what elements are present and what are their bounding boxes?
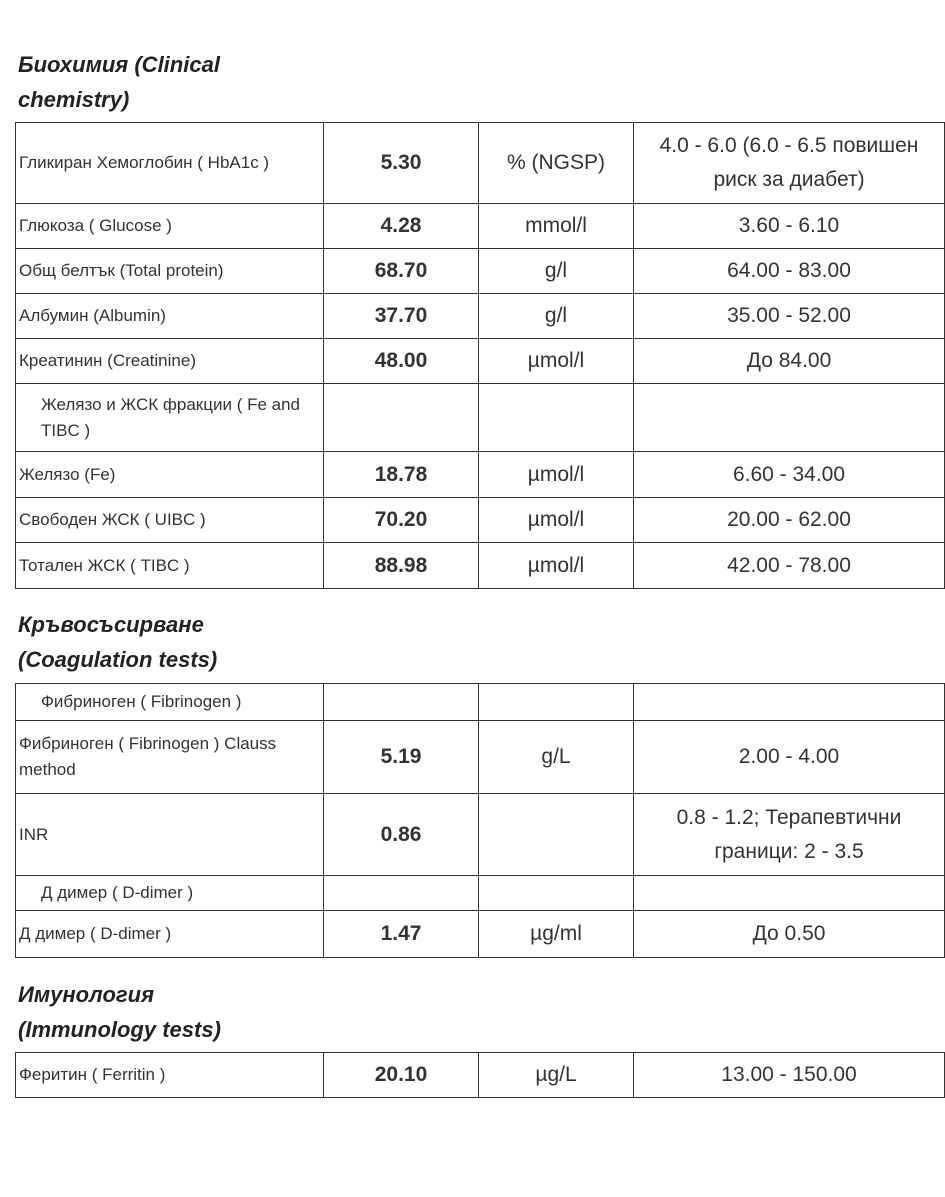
table-row — [16, 294, 945, 339]
test-unit: µmol/l — [479, 452, 634, 498]
table-row — [16, 123, 945, 204]
test-unit: g/L — [479, 721, 634, 794]
test-name: Д димер ( D-dimer ) — [16, 911, 324, 958]
table-row — [16, 452, 945, 498]
table-immunology — [15, 1052, 945, 1098]
section-heading-coagulation — [18, 607, 217, 677]
test-value: 5.30 — [324, 123, 479, 204]
test-unit: % (NGSP) — [479, 123, 634, 204]
test-unit: µmol/l — [479, 543, 634, 589]
section-heading-biochemistry — [18, 47, 220, 117]
group-header-row — [16, 876, 945, 911]
group-header-row — [16, 684, 945, 721]
test-unit — [479, 384, 634, 452]
test-name: Албумин (Albumin) — [16, 294, 324, 339]
test-value: 4.28 — [324, 204, 479, 249]
test-value: 20.10 — [324, 1053, 479, 1098]
heading-line: Биохимия (Clinical — [18, 52, 220, 77]
reference-range: 3.60 - 6.10 — [634, 204, 945, 249]
reference-range: 42.00 - 78.00 — [634, 543, 945, 589]
test-value: 18.78 — [324, 452, 479, 498]
test-unit — [479, 876, 634, 911]
heading-line: (Coagulation tests) — [18, 647, 218, 672]
test-name: Тотален ЖСК ( TIBC ) — [16, 543, 324, 589]
test-value: 88.98 — [324, 543, 479, 589]
test-unit: µg/ml — [479, 911, 634, 958]
test-name: Свободен ЖСК ( UIBC ) — [16, 498, 324, 543]
table-row — [16, 794, 945, 876]
table-row — [16, 543, 945, 589]
table-row — [16, 498, 945, 543]
table-row — [16, 339, 945, 384]
reference-range — [634, 684, 945, 721]
table-row — [16, 1053, 945, 1098]
reference-range: 20.00 - 62.00 — [634, 498, 945, 543]
test-unit: µmol/l — [479, 339, 634, 384]
table-row — [16, 721, 945, 794]
test-name: Д димер ( D-dimer ) — [16, 876, 324, 911]
heading-line: chemistry) — [18, 87, 130, 112]
reference-range: До 0.50 — [634, 911, 945, 958]
reference-range: 0.8 - 1.2; Терапевтични граници: 2 - 3.5 — [634, 794, 945, 876]
reference-range: 64.00 - 83.00 — [634, 249, 945, 294]
section-heading-immunology — [18, 977, 221, 1047]
reference-range: 2.00 - 4.00 — [634, 721, 945, 794]
reference-range: 6.60 - 34.00 — [634, 452, 945, 498]
reference-range: 13.00 - 150.00 — [634, 1053, 945, 1098]
table-biochemistry — [15, 122, 945, 589]
test-value: 1.47 — [324, 911, 479, 958]
heading-line: Кръвосъсирване — [18, 612, 204, 637]
reference-range: До 84.00 — [634, 339, 945, 384]
group-header-row — [16, 384, 945, 452]
test-value: 48.00 — [324, 339, 479, 384]
table-row — [16, 911, 945, 958]
heading-line: Имунология — [18, 982, 155, 1007]
test-unit: µg/L — [479, 1053, 634, 1098]
reference-range — [634, 384, 945, 452]
test-value — [324, 876, 479, 911]
test-unit: g/l — [479, 249, 634, 294]
test-name: Фибриноген ( Fibrinogen ) — [16, 684, 324, 721]
test-name: Желязо (Fe) — [16, 452, 324, 498]
test-name: Общ белтък (Total protein) — [16, 249, 324, 294]
test-unit — [479, 684, 634, 721]
reference-range: 35.00 - 52.00 — [634, 294, 945, 339]
test-name: Желязо и ЖСК фракции ( Fe and TIBC ) — [16, 384, 324, 452]
test-unit: mmol/l — [479, 204, 634, 249]
test-value: 0.86 — [324, 794, 479, 876]
test-unit: µmol/l — [479, 498, 634, 543]
test-unit — [479, 794, 634, 876]
table-coagulation — [15, 683, 945, 958]
test-value: 70.20 — [324, 498, 479, 543]
table-row — [16, 204, 945, 249]
test-unit: g/l — [479, 294, 634, 339]
test-value — [324, 384, 479, 452]
test-value: 5.19 — [324, 721, 479, 794]
reference-range — [634, 876, 945, 911]
test-value: 68.70 — [324, 249, 479, 294]
heading-line: (Immunology tests) — [18, 1017, 221, 1042]
reference-range: 4.0 - 6.0 (6.0 - 6.5 повишен риск за диабет) — [634, 123, 945, 204]
table-row — [16, 249, 945, 294]
test-name: Феритин ( Ferritin ) — [16, 1053, 324, 1098]
test-value — [324, 684, 479, 721]
test-name: Фибриноген ( Fibrinogen ) Clauss method — [16, 721, 324, 794]
test-name: Глюкоза ( Glucose ) — [16, 204, 324, 249]
test-name: Гликиран Хемоглобин ( HbA1c ) — [16, 123, 324, 204]
test-name: INR — [16, 794, 324, 876]
test-name: Креатинин (Creatinine) — [16, 339, 324, 384]
test-value: 37.70 — [324, 294, 479, 339]
